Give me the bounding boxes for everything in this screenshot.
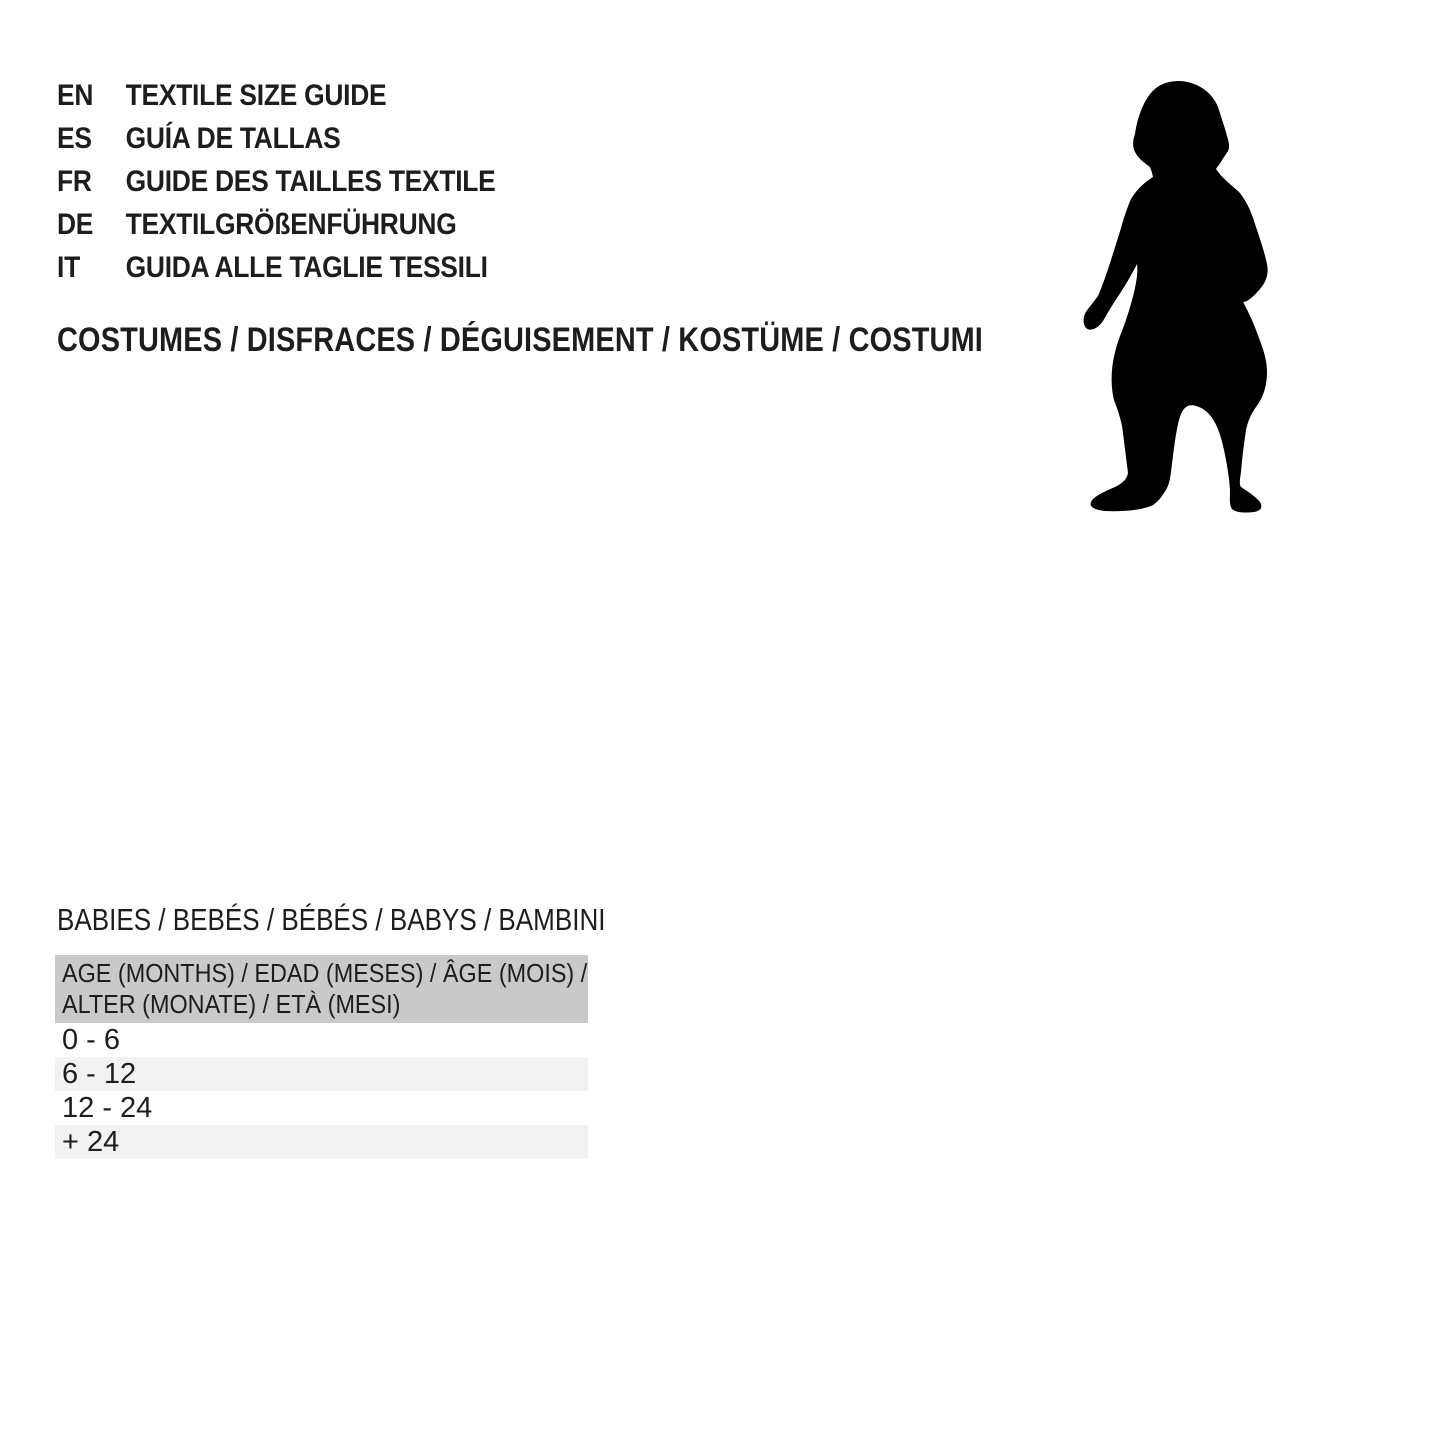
language-label: GUIDA ALLE TAGLIE TESSILI xyxy=(125,251,488,284)
language-label: GUIDE DES TAILLES TEXTILE xyxy=(125,165,496,198)
table-row-age-0-6: 0 - 6 xyxy=(62,1024,121,1056)
size-table-header-line-1: AGE (MONTHS) / EDAD (MESES) / ÂGE (MOIS) / xyxy=(62,958,588,988)
table-row-age-12-24: 12 - 24 xyxy=(62,1092,153,1124)
language-label: GUÍA DE TALLAS xyxy=(125,122,341,155)
language-code: IT xyxy=(57,251,80,284)
language-label: TEXTILGRÖßENFÜHRUNG xyxy=(125,208,457,241)
language-code: ES xyxy=(57,122,92,155)
language-guide-list xyxy=(57,74,555,289)
language-code: DE xyxy=(57,208,94,241)
language-row-de xyxy=(57,203,496,246)
size-table xyxy=(55,955,588,1159)
language-row-en xyxy=(57,74,496,117)
table-row-age-6-12: 6 - 12 xyxy=(55,1057,588,1091)
size-table-title: BABIES / BEBÉS / BÉBÉS / BABYS / BAMBINI xyxy=(57,902,606,937)
table-row-age-24-plus: + 24 xyxy=(55,1125,588,1159)
language-code: EN xyxy=(57,79,94,112)
baby-silhouette-path xyxy=(1084,81,1268,513)
language-row-es xyxy=(57,117,496,160)
size-table-header xyxy=(55,955,588,1023)
baby-silhouette-icon xyxy=(1083,78,1268,513)
category-heading: COSTUMES / DISFRACES / DÉGUISEMENT / KOSTÜME / COSTUMI xyxy=(57,321,984,359)
language-label: TEXTILE SIZE GUIDE xyxy=(125,79,387,112)
size-table-header-line-2: ALTER (MONATE) / ETÀ (MESI) xyxy=(62,989,401,1019)
language-code: FR xyxy=(57,165,92,198)
language-row-fr xyxy=(57,160,496,203)
language-row-it xyxy=(57,246,496,289)
